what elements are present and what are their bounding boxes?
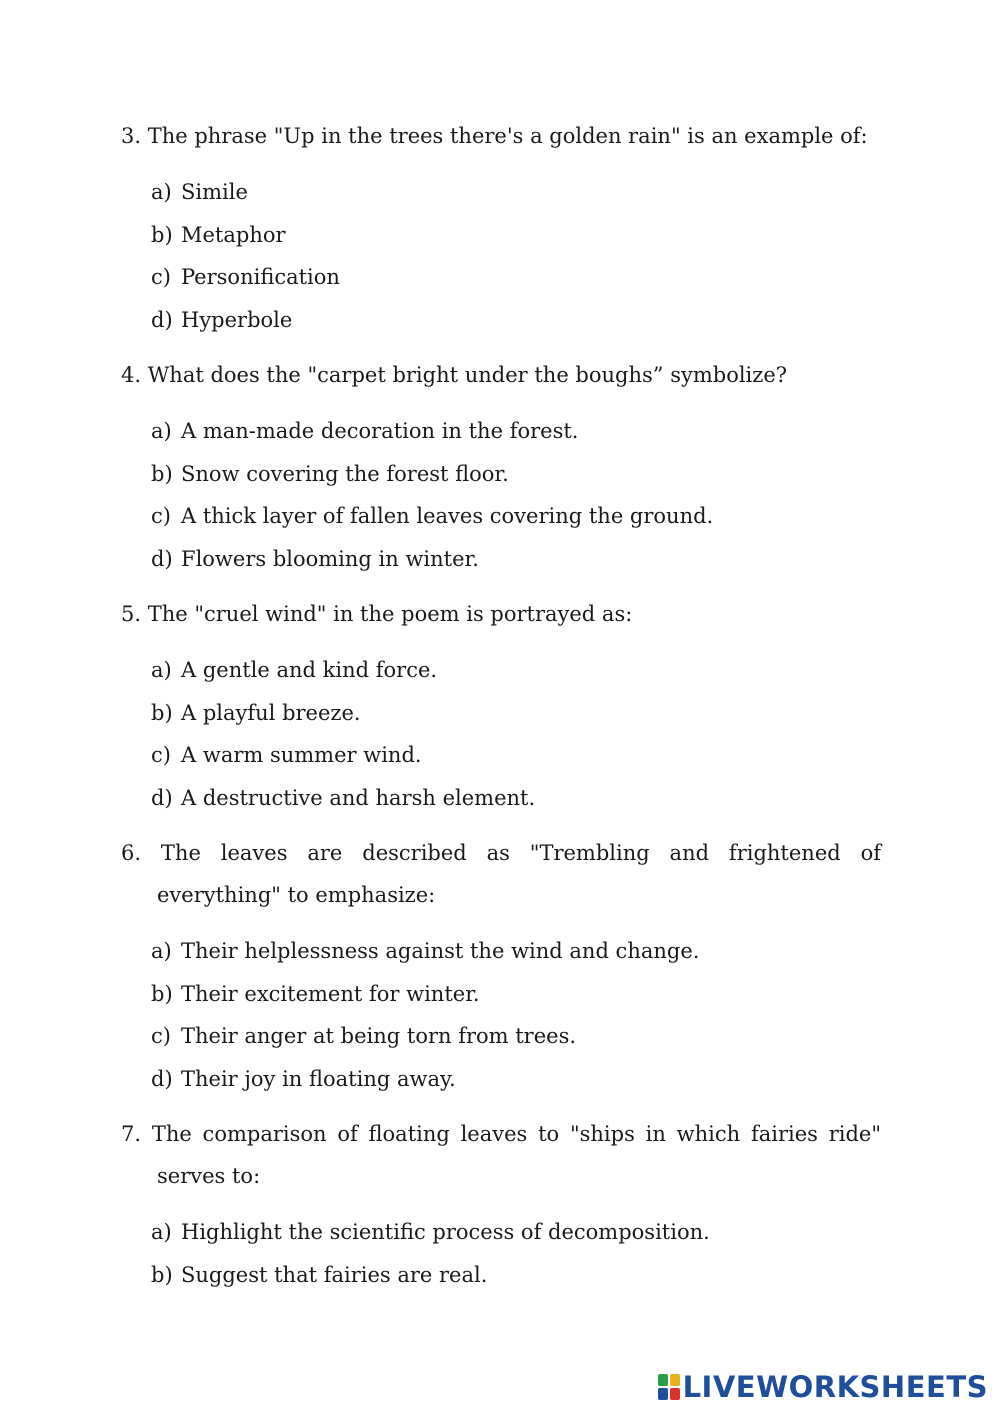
option-letter: d) xyxy=(151,785,173,810)
liveworksheets-logo-text: LIVEWORKSHEETS xyxy=(682,1370,988,1404)
option-text: A playful breeze. xyxy=(181,700,361,725)
liveworksheets-logo-icon xyxy=(658,1374,680,1400)
option-5c xyxy=(151,734,535,777)
option-text: Suggest that fairies are real. xyxy=(181,1262,488,1287)
option-3a xyxy=(151,171,340,214)
option-letter: a) xyxy=(151,419,172,443)
option-4d xyxy=(151,538,713,581)
option-3d xyxy=(151,299,340,342)
question-7 xyxy=(121,1113,881,1197)
question-7-text-line2: serves to: xyxy=(157,1164,261,1188)
option-6a xyxy=(151,930,699,973)
option-text: Highlight the scientific process of decomposition. xyxy=(181,1220,710,1244)
question-5-text: 5. The "cruel wind" in the poem is portrayed as: xyxy=(121,602,633,626)
question-4-text: 4. What does the "carpet bright under the boughs” symbolize? xyxy=(121,363,788,387)
option-text: A destructive and harsh element. xyxy=(181,785,536,810)
option-letter: a) xyxy=(151,180,172,204)
option-5a xyxy=(151,649,535,692)
option-text: Snow covering the forest floor. xyxy=(181,461,509,486)
option-6d xyxy=(151,1058,699,1101)
option-4c xyxy=(151,495,713,538)
option-text: Metaphor xyxy=(181,222,286,247)
option-letter: c) xyxy=(151,1024,171,1048)
option-text: A man-made decoration in the forest. xyxy=(181,419,579,443)
option-text: A thick layer of fallen leaves covering the ground. xyxy=(181,504,714,528)
question-5 xyxy=(121,593,881,635)
question-7-text-line1: 7. The comparison of floating leaves to "ships in which fairies ride" xyxy=(121,1122,881,1146)
logo-square-red xyxy=(670,1388,680,1400)
option-letter: b) xyxy=(151,461,173,486)
option-4b xyxy=(151,453,713,496)
logo-square-yellow xyxy=(670,1374,680,1386)
option-letter: b) xyxy=(151,981,173,1006)
logo-square-green xyxy=(658,1374,668,1386)
option-text: Simile xyxy=(181,180,248,204)
option-3b xyxy=(151,214,340,257)
option-text: Their excitement for winter. xyxy=(181,981,480,1006)
liveworksheets-logo[interactable] xyxy=(658,1370,988,1404)
option-letter: d) xyxy=(151,307,173,332)
option-4a xyxy=(151,410,713,453)
logo-square-blue xyxy=(658,1388,668,1400)
option-letter: d) xyxy=(151,1066,173,1091)
option-5d xyxy=(151,777,535,820)
option-letter: b) xyxy=(151,222,173,247)
option-text: Their joy in floating away. xyxy=(181,1066,456,1091)
question-7-options xyxy=(151,1211,710,1296)
option-letter: c) xyxy=(151,265,171,289)
option-text: A warm summer wind. xyxy=(181,743,422,767)
question-4 xyxy=(121,354,881,396)
question-3-text: 3. The phrase "Up in the trees there's a golden rain" is an example of: xyxy=(121,124,868,148)
question-6-text-line1: 6. The leaves are described as "Trembling and frightened of xyxy=(121,841,881,865)
option-letter: d) xyxy=(151,546,173,571)
option-text: Flowers blooming in winter. xyxy=(181,546,479,571)
option-6c xyxy=(151,1015,699,1058)
question-3 xyxy=(121,115,881,157)
question-5-options xyxy=(151,649,535,819)
question-6 xyxy=(121,832,881,916)
option-letter: b) xyxy=(151,1262,173,1287)
option-letter: c) xyxy=(151,743,171,767)
option-5b xyxy=(151,692,535,735)
question-6-options xyxy=(151,930,699,1100)
option-letter: c) xyxy=(151,504,171,528)
option-text: Hyperbole xyxy=(181,307,293,332)
option-letter: b) xyxy=(151,700,173,725)
option-text: Personification xyxy=(181,265,340,289)
question-6-text-line2: everything" to emphasize: xyxy=(157,883,436,907)
option-letter: a) xyxy=(151,939,172,963)
option-6b xyxy=(151,973,699,1016)
option-text: A gentle and kind force. xyxy=(181,658,438,682)
option-text: Their anger at being torn from trees. xyxy=(181,1024,577,1048)
question-4-options xyxy=(151,410,713,580)
option-letter: a) xyxy=(151,658,172,682)
option-text: Their helplessness against the wind and change. xyxy=(181,939,700,963)
option-3c xyxy=(151,256,340,299)
option-7a xyxy=(151,1211,710,1254)
question-3-options xyxy=(151,171,340,341)
option-letter: a) xyxy=(151,1220,172,1244)
option-7b xyxy=(151,1254,710,1297)
